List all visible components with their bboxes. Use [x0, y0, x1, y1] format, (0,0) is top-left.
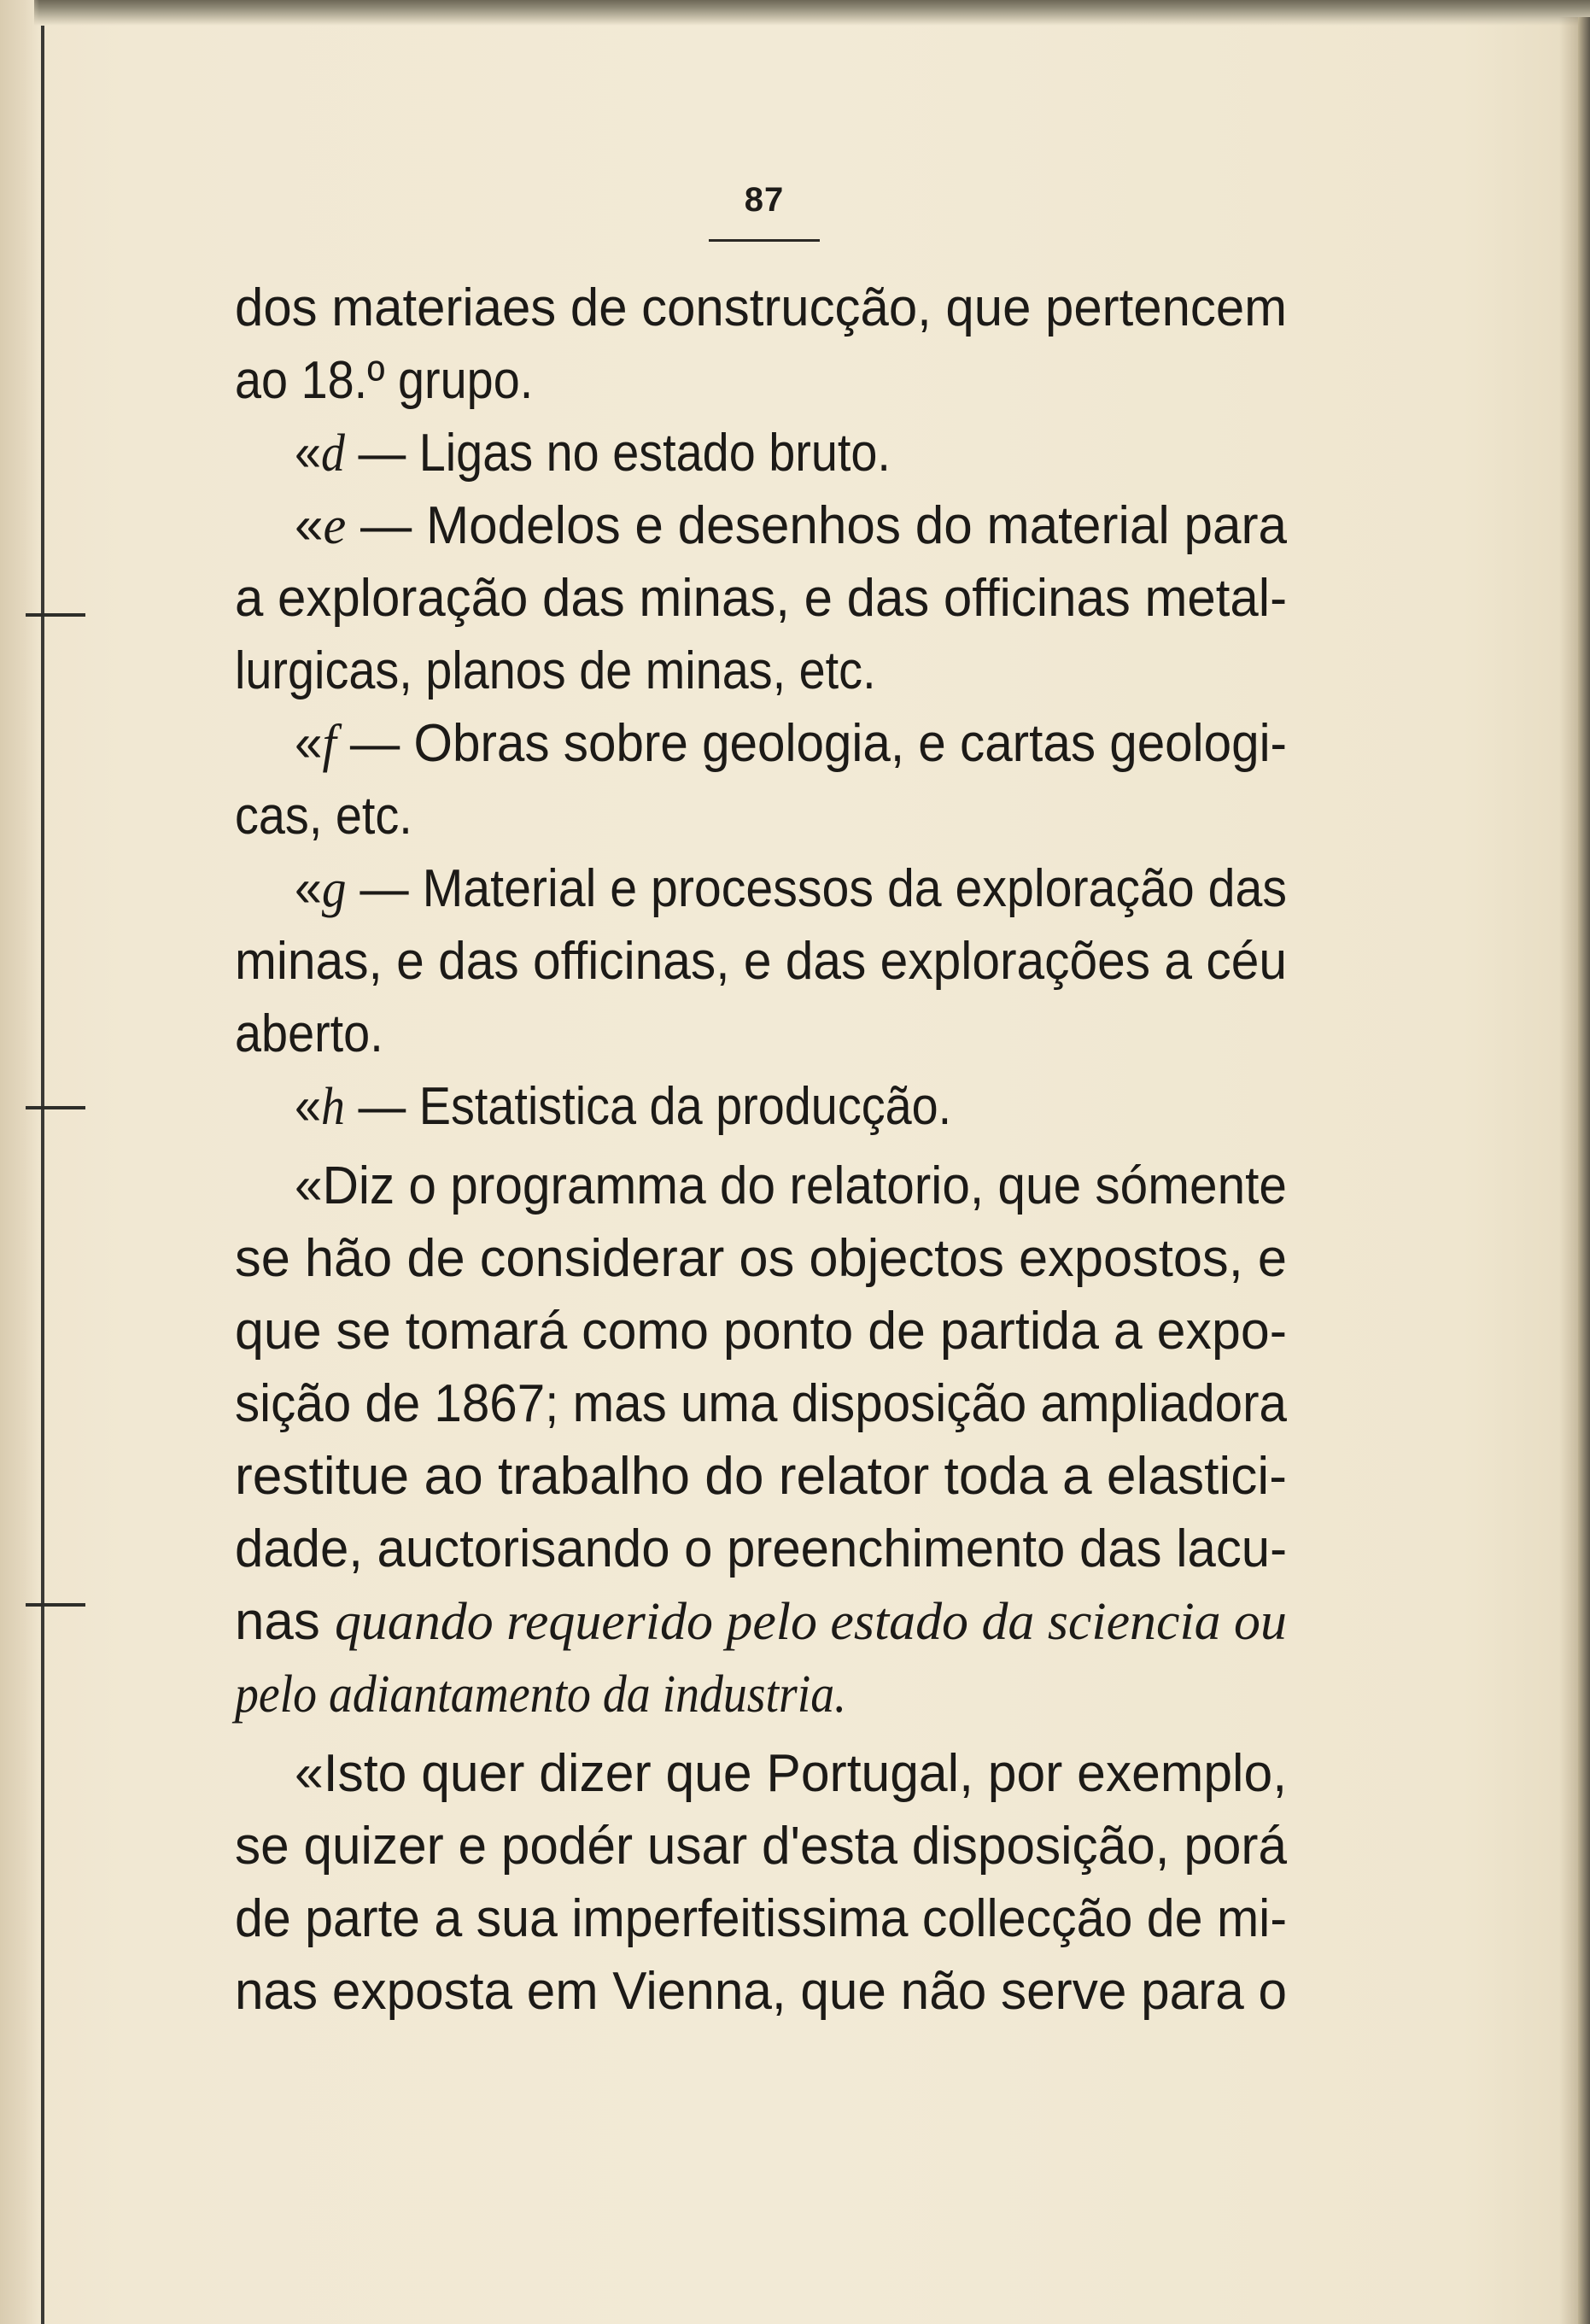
text-line-content	[235, 1658, 846, 1731]
page-number-rule	[709, 239, 820, 242]
binding-stitch-mark	[26, 1106, 85, 1109]
item-letter: f	[322, 715, 336, 773]
text-line	[235, 1150, 1287, 1222]
text-line-content	[235, 1367, 1287, 1440]
page-top-edge	[34, 0, 1590, 26]
open-quote: «	[295, 424, 322, 483]
line-text: dos materiaes de construcção, que pertencem	[235, 278, 1288, 337]
page-number: 87	[744, 181, 785, 219]
open-quote: «	[295, 859, 322, 918]
italic-text: quando requerido pelo estado da sciencia ou	[334, 1593, 1287, 1651]
page-right-shadow	[1559, 17, 1578, 2324]
text-line-content	[235, 780, 412, 852]
text-line	[235, 1955, 1287, 2028]
text-line-content	[235, 1513, 1287, 1585]
binding-gutter	[0, 0, 39, 2324]
open-quote: «	[295, 496, 324, 555]
item-letter: e	[323, 497, 347, 555]
line-text: se hão de considerar os objectos expostos, e	[235, 1229, 1288, 1288]
line-text: que se tomará como ponto de partida a expo-	[235, 1302, 1287, 1361]
item-letter: d	[321, 424, 345, 483]
text-line	[235, 1585, 1287, 1658]
text-line	[235, 998, 1287, 1070]
text-line	[235, 1513, 1287, 1585]
line-text: de parte a sua imperfeitissima collecção de mi-	[235, 1889, 1288, 1948]
text-line	[235, 1222, 1287, 1295]
italic-text: pelo adiantamento da industria.	[235, 1665, 847, 1724]
text-line	[235, 489, 1287, 562]
text-line	[235, 925, 1287, 998]
text-line-content	[235, 1295, 1287, 1367]
line-text: a exploração das minas, e das officinas metal-	[235, 569, 1288, 628]
text-line-content	[295, 417, 891, 490]
line-text: cas, etc.	[235, 787, 412, 846]
binding-stitch-mark	[26, 613, 85, 617]
open-quote: «	[295, 1077, 322, 1136]
line-text: sição de 1867; mas uma disposição ampliadora	[235, 1374, 1287, 1433]
item-text: — Modelos e desenhos do material para	[346, 496, 1288, 555]
item-letter: g	[321, 860, 347, 918]
binding-rule	[41, 26, 44, 2324]
text-line	[235, 1810, 1287, 1882]
text-line	[235, 344, 1287, 417]
item-letter: h	[321, 1078, 345, 1136]
line-text: minas, e das officinas, e das explorações a céu	[235, 932, 1287, 991]
text-line-content	[235, 998, 383, 1070]
body-text	[235, 272, 1287, 2028]
text-line	[235, 1070, 1287, 1143]
line-text: «Isto quer dizer que Portugal, por exemplo,	[295, 1744, 1288, 1803]
binding-stitch-mark	[26, 1603, 85, 1607]
text-line	[235, 417, 1287, 489]
line-text: restitue ao trabalho do relator toda a elastici-	[235, 1447, 1287, 1506]
text-line	[235, 562, 1287, 635]
text-line	[235, 780, 1287, 852]
text-line-content	[295, 1737, 1287, 1810]
line-text: lurgicas, planos de minas, etc.	[235, 641, 876, 700]
text-line-content	[295, 1150, 1287, 1222]
text-line-content	[295, 852, 1287, 926]
text-line	[235, 1658, 1287, 1730]
text-line	[235, 1367, 1287, 1440]
text-line-content	[235, 1440, 1287, 1513]
text-line-content	[295, 489, 1287, 563]
text-line	[235, 1882, 1287, 1955]
open-quote: «	[295, 714, 323, 773]
text-line-content	[235, 562, 1287, 635]
page-right-edge	[1578, 17, 1590, 2324]
item-text: — Obras sobre geologia, e cartas geologi-	[336, 714, 1288, 773]
line-text: nas	[235, 1592, 335, 1651]
text-line-content	[235, 1955, 1287, 2028]
line-text: dade, auctorisando o preenchimento das lacu-	[235, 1519, 1288, 1578]
text-line	[235, 272, 1287, 344]
text-line-content	[235, 272, 1287, 344]
text-line-content	[295, 707, 1287, 781]
text-line	[235, 707, 1287, 780]
line-text: «Diz o programma do relatorio, que sómente	[295, 1156, 1288, 1215]
text-line	[235, 1440, 1287, 1513]
text-line-content	[235, 344, 533, 417]
text-line	[235, 852, 1287, 925]
item-text: — Estatistica da producção.	[344, 1077, 952, 1136]
text-line-content	[235, 1810, 1287, 1882]
text-line-content	[235, 1882, 1287, 1955]
text-line	[235, 635, 1287, 707]
item-text: — Material e processos da exploração das	[346, 859, 1288, 918]
line-text: nas exposta em Vienna, que não serve para o	[235, 1962, 1288, 2021]
text-line-content	[235, 1222, 1287, 1295]
text-line-content	[295, 1070, 951, 1144]
line-text: ao 18.º grupo.	[235, 351, 534, 410]
text-line	[235, 1737, 1287, 1810]
line-text: aberto.	[235, 1004, 383, 1063]
item-text: — Ligas no estado bruto.	[344, 424, 891, 483]
text-line-content	[235, 925, 1287, 998]
text-line	[235, 1295, 1287, 1367]
line-text: se quizer e podér usar d'esta disposição, porá	[235, 1817, 1288, 1876]
text-line-content	[235, 635, 876, 707]
text-line-content	[235, 1585, 1287, 1659]
